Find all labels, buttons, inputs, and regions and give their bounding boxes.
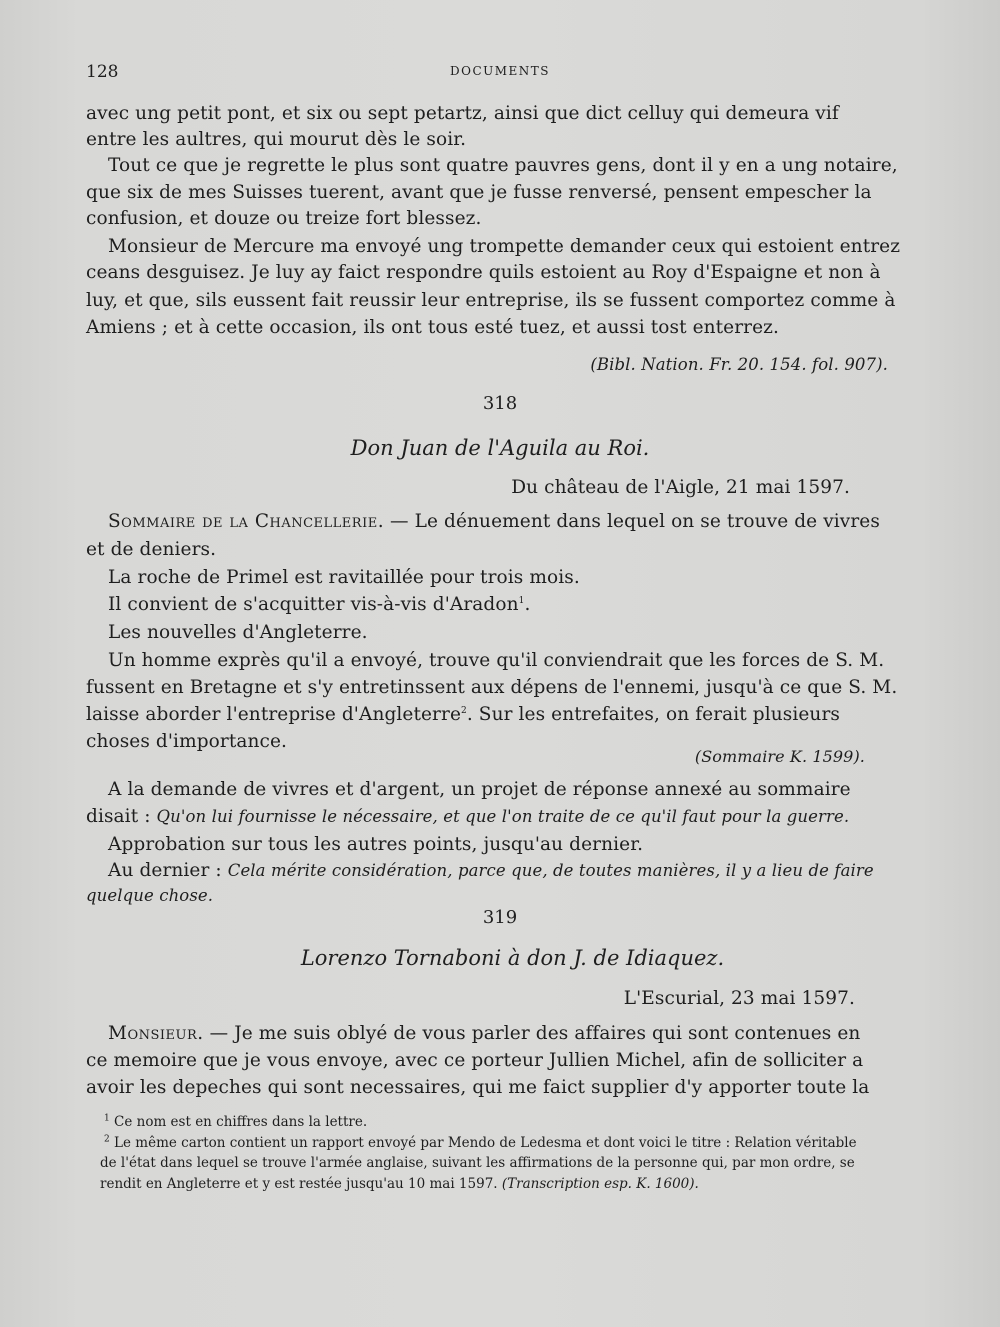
text-line: Amiens ; et à cette occasion, ils ont tous esté tuez, et aussi tost enterrez. xyxy=(86,317,779,338)
text-line: Approbation sur tous les autres points, jusqu'au dernier. xyxy=(108,834,644,855)
text-line: luy, et que, sils eussent fait reussir leur entreprise, ils se fussent comportez comme à xyxy=(86,290,896,311)
footnote-2-line xyxy=(104,1135,857,1151)
source-citation: (Bibl. Nation. Fr. 20. 154. fol. 907). xyxy=(590,355,888,374)
footnote-mark: 1 xyxy=(104,1113,110,1124)
text-fragment: Au dernier : xyxy=(108,860,228,881)
text-line xyxy=(108,860,874,881)
text-line: confusion, et douze ou treize fort blessez. xyxy=(86,208,482,229)
text-line: choses d'importance. xyxy=(86,731,288,752)
text-line: La roche de Primel est ravitaillée pour trois mois. xyxy=(108,567,580,588)
source-citation: (Sommaire K. 1599). xyxy=(694,747,865,766)
salutation: Monsieur. xyxy=(108,1023,204,1044)
text-line: fussent en Bretagne et s'y entretinssent aux dépens de l'ennemi, jusqu'à ce que S. M. xyxy=(86,677,898,698)
text-line: Les nouvelles d'Angleterre. xyxy=(108,622,368,643)
letter-title: Lorenzo Tornaboni à don J. de Idiaquez. xyxy=(300,946,725,970)
text-fragment: laisse aborder l'entreprise d'Angleterre xyxy=(86,704,461,725)
text-line: ceans desguisez. Je luy ay faict respondre quils estoient au Roy d'Espaigne et non à xyxy=(86,262,881,283)
text-line: Il convient de s'acquitter vis-à-vis d'Aradon$^1$. xyxy=(108,594,531,615)
footnote-2-line: de l'état dans lequel se trouve l'armée anglaise, suivant les affirmations de la personne qui, par mon ordre, se xyxy=(100,1155,855,1171)
footnote-source: (Transcription esp. K. 1600). xyxy=(501,1176,699,1192)
letter-number: 319 xyxy=(482,907,518,928)
text-line: Monsieur de Mercure ma envoyé ung trompette demander ceux qui estoient entrez xyxy=(108,236,901,257)
summary-line xyxy=(108,511,880,532)
summary-label: Sommaire de la Chancellerie. xyxy=(108,511,385,532)
text-line: ce memoire que je vous envoye, avec ce porteur Jullien Michel, afin de solliciter a xyxy=(86,1050,864,1071)
dateline: L'Escurial, 23 mai 1597. xyxy=(623,988,855,1009)
text-line: Tout ce que je regrette le plus sont quatre pauvres gens, dont il y en a ung notaire, xyxy=(108,155,898,176)
text-line: entre les aultres, qui mourut dès le soir. xyxy=(86,129,467,150)
footnote-text: Le même carton contient un rapport envoyé par Mendo de Ledesma et dont voici le titre : Relation véritable xyxy=(114,1135,857,1151)
letter-number: 318 xyxy=(482,393,518,414)
text-line xyxy=(86,806,849,827)
dateline: Du château de l'Aigle, 21 mai 1597. xyxy=(511,477,850,498)
text-fragment: — Je me suis oblyé de vous parler des affaires qui sont contenues en xyxy=(203,1023,861,1044)
summary-text: — Le dénuement dans lequel on se trouve de vivres xyxy=(384,511,880,532)
footnote-text: rendit en Angleterre et y est restée jusqu'au 10 mai 1597. xyxy=(100,1176,502,1192)
text-line xyxy=(86,704,840,725)
footnote-mark: 2 xyxy=(104,1134,110,1145)
text-fragment: disait : xyxy=(86,806,157,827)
letter-title: Don Juan de l'Aguila au Roi. xyxy=(350,436,650,460)
footnote-2-line xyxy=(100,1176,699,1192)
text-line: que six de mes Suisses tuerent, avant que je fusse renversé, pensent empescher la xyxy=(86,182,872,203)
text-line: Un homme exprès qu'il a envoyé, trouve qu'il conviendrait que les forces de S. M. xyxy=(108,650,885,671)
italic-quote: quelque chose. xyxy=(86,886,214,905)
text-line: avoir les depeches qui sont necessaires, qui me faict supplier d'y apporter toute la xyxy=(86,1077,870,1098)
text-fragment: Il convient de s'acquitter vis-à-vis d'Aradon xyxy=(108,594,519,615)
running-head: DOCUMENTS xyxy=(449,64,551,78)
text-fragment: . Sur les entrefaites, on ferait plusieurs xyxy=(466,704,840,725)
footnote-1 xyxy=(104,1114,367,1130)
footnote-ref: 2 xyxy=(461,705,467,716)
italic-quote: Qu'on lui fournisse le nécessaire, et que l'on traite de ce qu'il faut pour la guerre. xyxy=(156,807,850,826)
footnote-ref: 1 xyxy=(518,595,525,606)
text-line xyxy=(108,1023,860,1044)
italic-quote: Cela mérite considération, parce que, de toutes manières, il y a lieu de faire xyxy=(227,861,874,880)
text-line: et de deniers. xyxy=(86,539,217,560)
footnote-text: Ce nom est en chiffres dans la lettre. xyxy=(114,1114,368,1130)
text-line: avec ung petit pont, et six ou sept petartz, ainsi que dict celluy qui demeura vif xyxy=(86,103,839,124)
text-line: A la demande de vivres et d'argent, un projet de réponse annexé au sommaire xyxy=(108,779,851,800)
page-number: 128 xyxy=(86,62,119,82)
